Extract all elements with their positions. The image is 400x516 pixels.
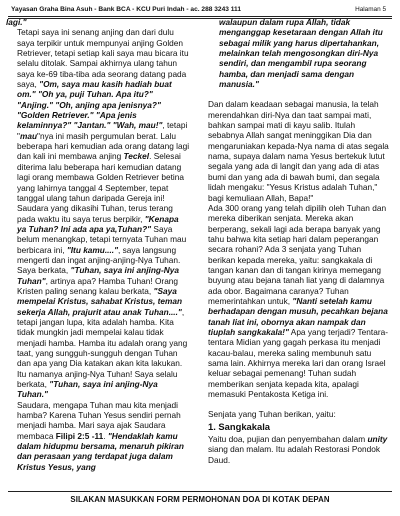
text: Senjata yang Tuhan berikan, yaitu: [208,409,336,420]
text: , artinya apa? Hamba Tuhan! Orang Kristen paling senang kalau berkata, [17,275,179,296]
text: Dan dalam keadaan sebagai manusia, la telah merendahkan diri-Nya dan taat sampai mati, bahkan sampai mati di kayu salib. Itulah sebabnya Allah sangat meninggikan Dia dan mengaruniakan kepada-Nya nama di atas segala nama, supaya dalam nama Yesus bertekuk lutut segala yang ada di langit dan yang ada di atas bumi dan yang ada di bawah bumi, dan segala lidah mengaku: "Yesus Kristus adalah Tuhan," bagi kemuliaan Allah, Bapa!" [208,99,389,203]
footer-rule [8,491,392,492]
text: . Selesai diterima lalu beberapa hari kemudian datang lagi orang membawa Golden Retriever betina yang lahirnya tanggal 4 September, tepat tanggal ulang tahun daripada Gereja ini! Saudara yang dikasihi Tuhan, terus terang pada waktu itu saya terus berpikir, [17,151,184,224]
right-column [208,17,390,465]
quote-end: lagi." [6,17,27,27]
text: Tetapi saya ini senang anjing dan dari dulu saya terpikir untuk mempunyai anjing Golden Retriever, tetapi setiap kali saya mau bicara itu selalu ditolak. Sampai akhirnya ulang tahun saya ke-69 tiba-tiba ada seorang datang pada saya, [17,27,189,90]
text: , saya langsung mengerti dan ingat anjing-anjing-Nya Tuhan. Saya berkata, [17,244,181,276]
text: Ada 300 orang yang telah dipilih oleh Tuhan dan mereka diberikan senjata. Mereka akan berperang, sekali lagi ada berapa banyak yang tahu bahwa kita setiap hari dalam peperangan secara rohani? Ada 3 senjata yang Tuhan berikan kepada mereka, yaitu: sangkakala di tangan kanan dan di tangan kirinya memegang buyung atau bejana tanah liat yang di dalamnya ada obor. Bagaimana caranya? Tuhan memerintahkan untuk, [208,202,387,306]
paragraph [208,434,390,465]
section-heading: 1. Sangkakala [208,420,271,432]
scripture-quote: walaupun dalam rupa Allah, tidak menganggap kesetaraan dengan Allah itu sebagai milik yang harus dipertahankan, melainkan telah mengosongkan diri-Nya sendiri, dan mengambil rupa seorang hamba, dan menjadi sama dengan manusia." [219,17,383,90]
text: Apa yang terjadi? Tentara-tentara Midian yang gagah perkasa itu menjadi kacau-balau, mereka saling membunuh satu sama lain. Akhirnya mereka lari dan orang Israel keluar sebagai pemenang! Tuhan sudah memberikan senjata kepada kita, apalagi memasuki Pentakosta Ketiga ini. [208,326,388,400]
text: Yaitu doa, pujian dan penyembahan dalam [208,434,368,445]
text: Saya belum menangkap, tetapi ternyata Tuhan mau berbicara ini, [17,223,187,255]
header-organization: Yayasan Graha Bina Asuh - Bank BCA - KCU Puri Indah - ac. 288 3243 111 [11,6,242,13]
emphasis: mau [19,130,38,141]
text: , tetapi " [17,120,188,141]
paragraph [208,99,390,202]
dialogue-quote: "Kenapa ya Tuhan? Ini ada apa ya,Tuhan?" [17,213,179,234]
text: "nya ini masih pergumulan berat. Lalu beberapa hari kemudian ada orang datang lagi dan kali ini membawa anjing [17,130,190,162]
header-page-number: Halaman 5 [355,6,386,13]
dialogue-quote: "Itu kamu...." [66,244,119,255]
page-header [0,4,400,16]
left-column [6,17,190,472]
paragraph [6,17,190,27]
emphasis: unity [367,434,388,445]
text: siang dan malam. Itu adalah Restorasi Pondok Daud. [208,444,381,465]
text: , tetapi jangan lupa, kita adalah hamba. Kita tidak mungkin jadi mempelai kalau tidak menjadi hamba. Hamba itu adalah orang yang taat, yang sungguh-sungguh dengan Tuhan dan apa yang Dia katakan akan kita lakukan. Itu namanya anjing-Nya Tuhan! Saya selalu berkata, [17,306,188,390]
dialogue-quote: "Tuhan, saya ini anjing-Nya Tuhan" [17,265,179,286]
page-footer: SILAKAN MASUKKAN FORM PERMOHONAN DOA DI KOTAK DEPAN [70,495,330,504]
text: Saudara, mengapa Tuhan mau kita menjadi hamba? Karena Tuhan Yesus sendiri pernah menjadi hamba. Mari saya ajak Saudara membaca [17,399,181,441]
emphasis: Teckel [123,151,150,162]
dialogue-quote: "Om, saya mau kasih hadiah buat om." "Oh ya, puji Tuhan. Apa itu?" "Anjing." "Oh, anjing apa jenisnya?" "Golden Retriever." "Apa jenis kelaminnya?" "Jantan." "Wah, mau!" [17,79,172,131]
text: . [103,430,108,441]
paragraph [6,400,190,472]
scripture-quote: "Hendaklah kamu dalam hidupmu bersama, menaruh pikiran dan perasaan yang terdapat juga dalam Kristus Yesus, yang [17,430,184,472]
paragraph [208,17,390,89]
paragraph [208,203,390,400]
paragraph [6,27,190,399]
dialogue-quote: "Saya mempelai Kristus, sahabat Kristus, teman sekerja Allah, prajurit atau anak Tuhan...." [17,285,183,317]
dialogue-quote: "Nanti setelah kamu berhadapan dengan musuh, pecahkan bejana tanah liat ini, obornya akan nampak dan tiuplah sangkakala!" [208,295,388,337]
paragraph [208,409,390,419]
scripture-reference: Filipi 2:5 -11 [55,430,104,441]
dialogue-quote: "Tuhan, saya ini anjing-Nya Tuhan." [17,379,158,400]
